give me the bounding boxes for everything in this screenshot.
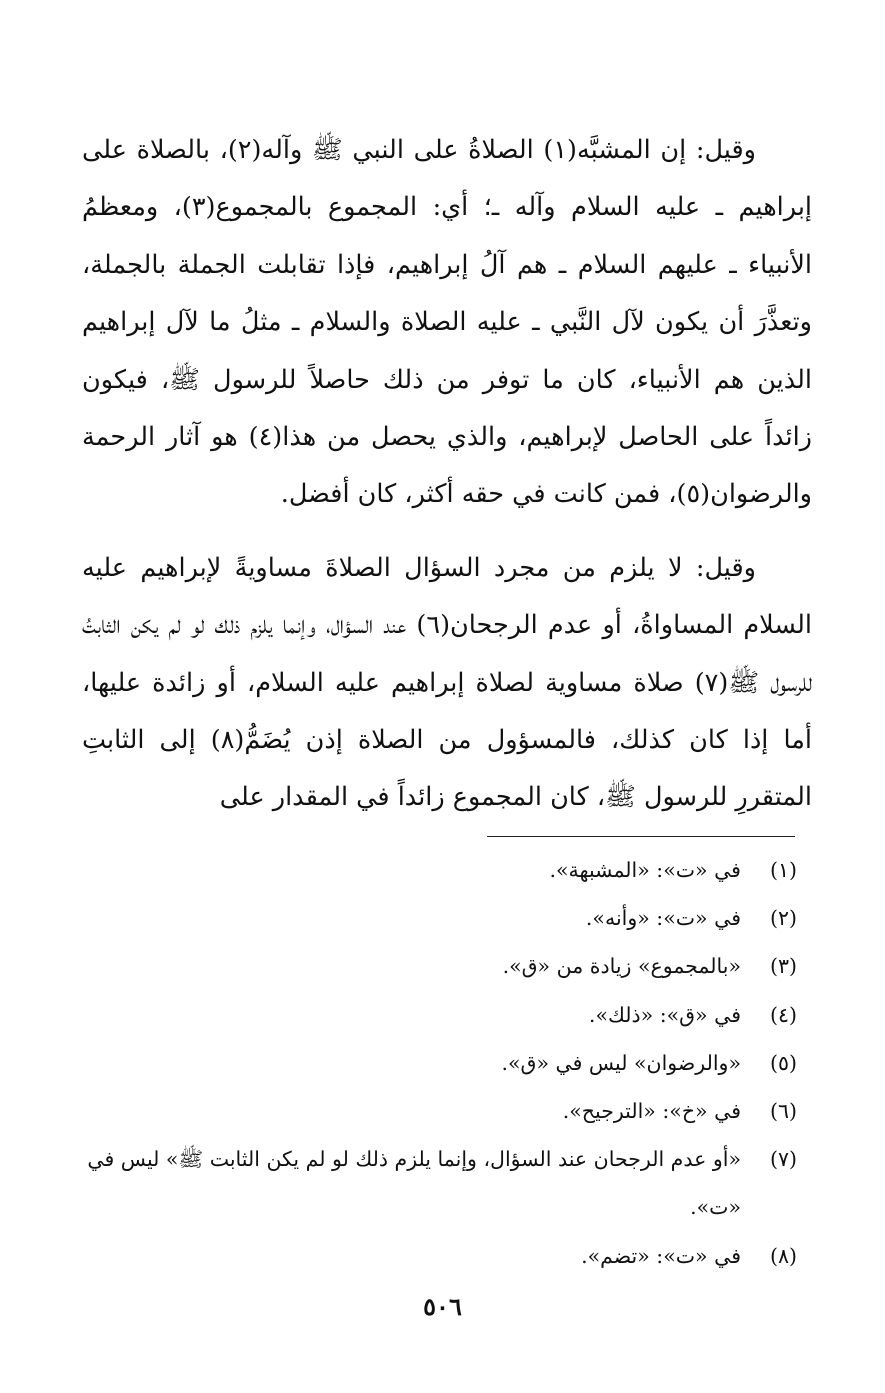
footnote-number: (٤): [769, 1002, 797, 1027]
main-text: [82, 122, 812, 827]
footnote-2: [82, 894, 797, 942]
footnote-number: (٢): [769, 906, 797, 931]
footnote-separator: [487, 836, 795, 837]
footnote-text: في «ت»: «وأنه».: [585, 906, 741, 931]
footnote-number: (٣): [769, 954, 797, 979]
footnote-1: [82, 846, 797, 894]
footnote-4: [82, 991, 797, 1039]
footnote-text: في «ت»: «تضم».: [581, 1243, 741, 1268]
footnote-text: في «ت»: «المشبهة».: [549, 858, 741, 882]
footnote-text: «أو عدم الرجحان عند السؤال، وإنما يلزم ذلك لو لم يكن الثابت ﷺ» ليس في «ت».: [87, 1147, 741, 1220]
footnote-text: «بالمجموع» زيادة من «ق».: [502, 954, 741, 979]
footnote-8: [82, 1232, 797, 1280]
paragraph-2: وقيل: لا يلزم من مجرد السؤال الصلاةَ مساويةً لإبراهيم عليه السلام المساواةُ، أو عدم الرجحان(٦) عند السؤال، وإنما يلزم ذلك لو لم يكن الثابتُ للرسول ﷺ(٧) صلاة مساوية لصلاة إبراهيم عليه السلام، أو زائدة عليها، أما إذا كان كذلك، فالمسؤول من الصلاة إذن يُضَمُّ(٨) إلى الثابتِ المتقررِ للرسول ﷺ، كان المجموع زائداً في المقدار على: [82, 552, 812, 813]
footnote-number: (٥): [769, 1050, 797, 1075]
footnote-number: (٨): [769, 1243, 797, 1268]
page-number: ٥٠٦: [423, 1292, 462, 1321]
footnote-7: [82, 1135, 797, 1231]
footnote-text: في «ق»: «ذلك».: [588, 1002, 741, 1027]
footnote-text: «والرضوان» ليس في «ق».: [501, 1050, 741, 1075]
footnote-6: [82, 1087, 797, 1135]
footnote-number: (١): [769, 858, 797, 882]
footnote-text: في «خ»: «الترجيح».: [562, 1099, 741, 1124]
footnote-number: (٧): [769, 1147, 797, 1172]
footnotes: [82, 846, 797, 1280]
paragraph-1: وقيل: إن المشبَّه(١) الصلاةُ على النبي ﷺ وآله(٢)، بالصلاة على إبراهيم ـ عليه السلام وآله ـ؛ أي: المجموع بالمجموع(٣)، ومعظمُ الأنبياء ـ عليهم السلام ـ هم آلُ إبراهيم، فإذا تقابلت الجملة بالجملة، وتعذَّرَ أن يكون لآل النَّبي ـ عليه الصلاة والسلام ـ مثلُ ما لآل إبراهيم الذين هم الأنبياء، كان ما توفر من ذلك حاصلاً للرسول ﷺ، فيكون زائداً على الحاصل لإبراهيم، والذي يحصل من هذا(٤) هو آثار الرحمة والرضوان(٥)، فمن كانت في حقه أكثر، كان أفضل.: [82, 135, 813, 510]
footnote-5: [82, 1039, 797, 1087]
footnote-number: (٦): [769, 1099, 797, 1124]
footnote-3: [82, 942, 797, 990]
